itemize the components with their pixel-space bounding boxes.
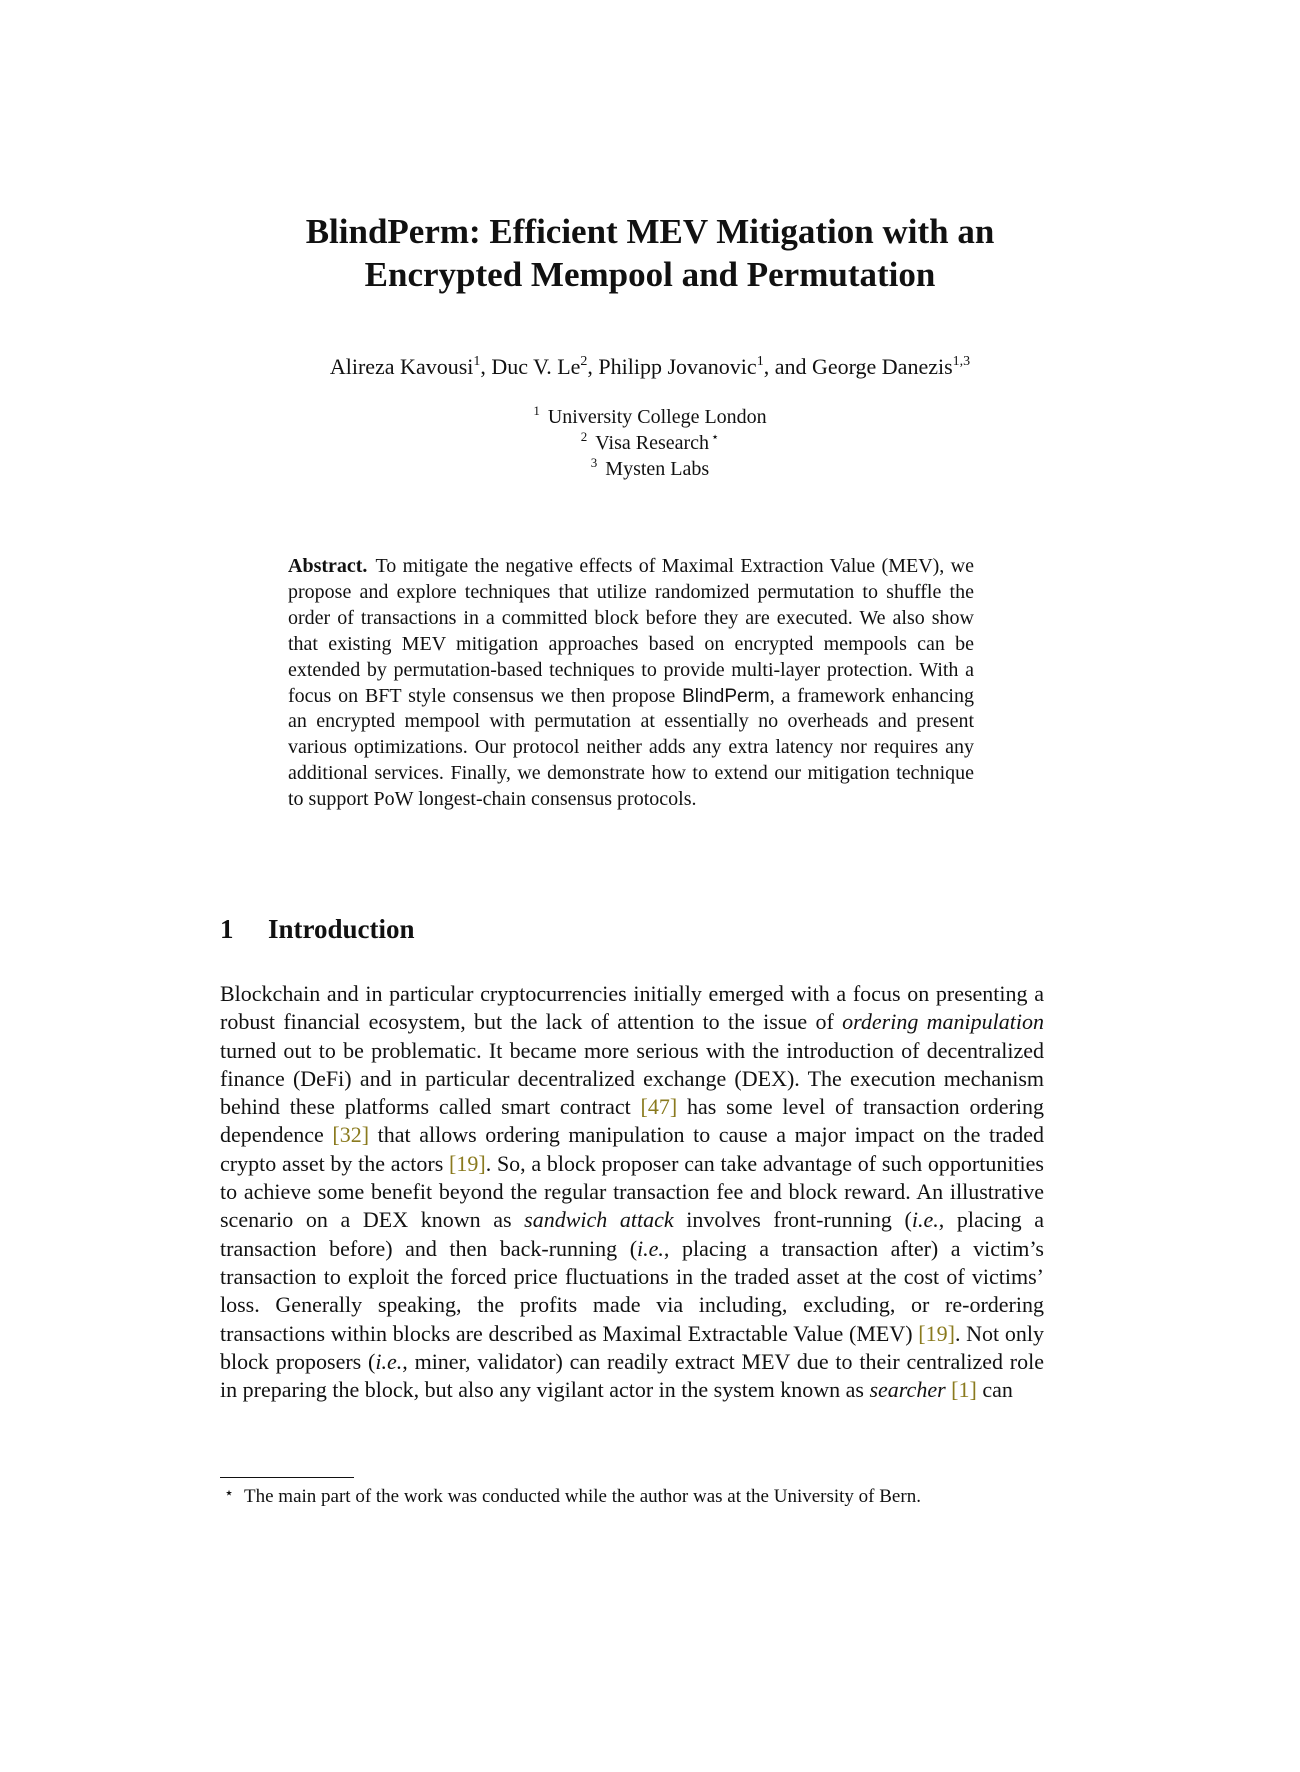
citation-link[interactable]: [19] bbox=[918, 1320, 955, 1346]
author: George Danezis$^{1,3}$ bbox=[811, 354, 971, 379]
citation-link[interactable]: [19] bbox=[449, 1150, 486, 1176]
author: Duc V. Le$^2$, bbox=[491, 354, 599, 379]
affiliation-list bbox=[150, 404, 1150, 482]
affiliation: $^1$ University College London bbox=[533, 403, 767, 428]
abstract-label: Abstract. bbox=[288, 555, 368, 577]
section-number: 1 bbox=[220, 914, 234, 944]
title-line-1: BlindPerm: Efficient MEV Mitigation with an bbox=[305, 212, 995, 251]
author-list bbox=[150, 352, 1150, 382]
footnote-marker: ⋆ bbox=[224, 1485, 235, 1502]
footnote-divider bbox=[220, 1477, 354, 1478]
paper-title bbox=[150, 210, 1150, 296]
emphasis: searcher bbox=[869, 1377, 946, 1403]
system-name: BlindPerm bbox=[682, 685, 770, 707]
footnote bbox=[220, 1484, 1044, 1509]
footnote-marker: ⋆ bbox=[711, 429, 720, 444]
citation-link[interactable]: [1] bbox=[951, 1377, 977, 1403]
author: Philipp Jovanovic$^1$, and bbox=[598, 354, 812, 379]
citation-link[interactable]: [47] bbox=[640, 1094, 678, 1120]
title-line-2: Encrypted Mempool and Permutation bbox=[364, 255, 936, 294]
emphasis: sandwich attack bbox=[524, 1207, 674, 1233]
author: Alireza Kavousi$^1$, bbox=[329, 354, 492, 379]
abstract bbox=[288, 554, 974, 813]
abstract-text-1: To mitigate the negative effects of Maximal Extraction Value (MEV), we propose and explore techniques that utilize randomized permutation to shuffle the order of transactions in a committed block before they are executed. We also show that existing MEV mitigation approaches based on encrypted mempools can be extended by permutation-based techniques to provide multi-layer protection. With a focus on BFT style consensus we then propose bbox=[288, 555, 974, 707]
emphasis: ordering manipulation bbox=[842, 1009, 1044, 1035]
citation-link[interactable]: [32] bbox=[332, 1122, 370, 1148]
section-heading bbox=[220, 912, 415, 946]
footnote-text: The main part of the work was conducted while the author was at the University of Bern. bbox=[244, 1486, 921, 1507]
abstract-text-2: , a framework enhancing an encrypted mempool with permutation at essentially no overheads and present various optimizations. Our protocol neither adds any extra latency nor requires any additional services. Finally, we demonstrate how to extend our mitigation technique to support PoW longest-chain consensus protocols. bbox=[288, 684, 974, 811]
affiliation: $^3$ Mysten Labs bbox=[590, 455, 710, 480]
intro-paragraph: Blockchain and in particular cryptocurrencies initially emerged with a focus on presenting a robust financial ecosystem, but the lack of attention to the issue of ordering manipulation turned out to be problematic. It became more serious with the introduction of decentralized finance (DeFi) and in particular decentralized exchange (DEX). The execution mechanism behind these platforms called smart contract [47] has some level of transaction ordering dependence [32] that allows ordering manipulation to cause a major impact on the traded crypto asset by the actors [19]. So, a block proposer can take advantage of such opportunities to achieve some benefit beyond the regular transaction fee and block reward. An illustrative scenario on a DEX known as sandwich attack involves front-running (i.e., placing a transaction before) and then back-running (i.e., placing a transaction after) a victim’s transaction to exploit the forced price fluctuations in the traded asset at the cost of victims’ loss. Generally speaking, the profits made via including, excluding, or re-ordering transactions within blocks are described as Maximal Extractable Value (MEV) [19]. Not only block proposers (i.e., miner, validator) can readily extract MEV due to their centralized role in preparing the block, but also any vigilant actor in the system known as searcher [1] can bbox=[220, 981, 1045, 1403]
section-title: Introduction bbox=[268, 914, 415, 944]
affiliation: $^2$ Visa Research ⋆ bbox=[580, 429, 720, 454]
